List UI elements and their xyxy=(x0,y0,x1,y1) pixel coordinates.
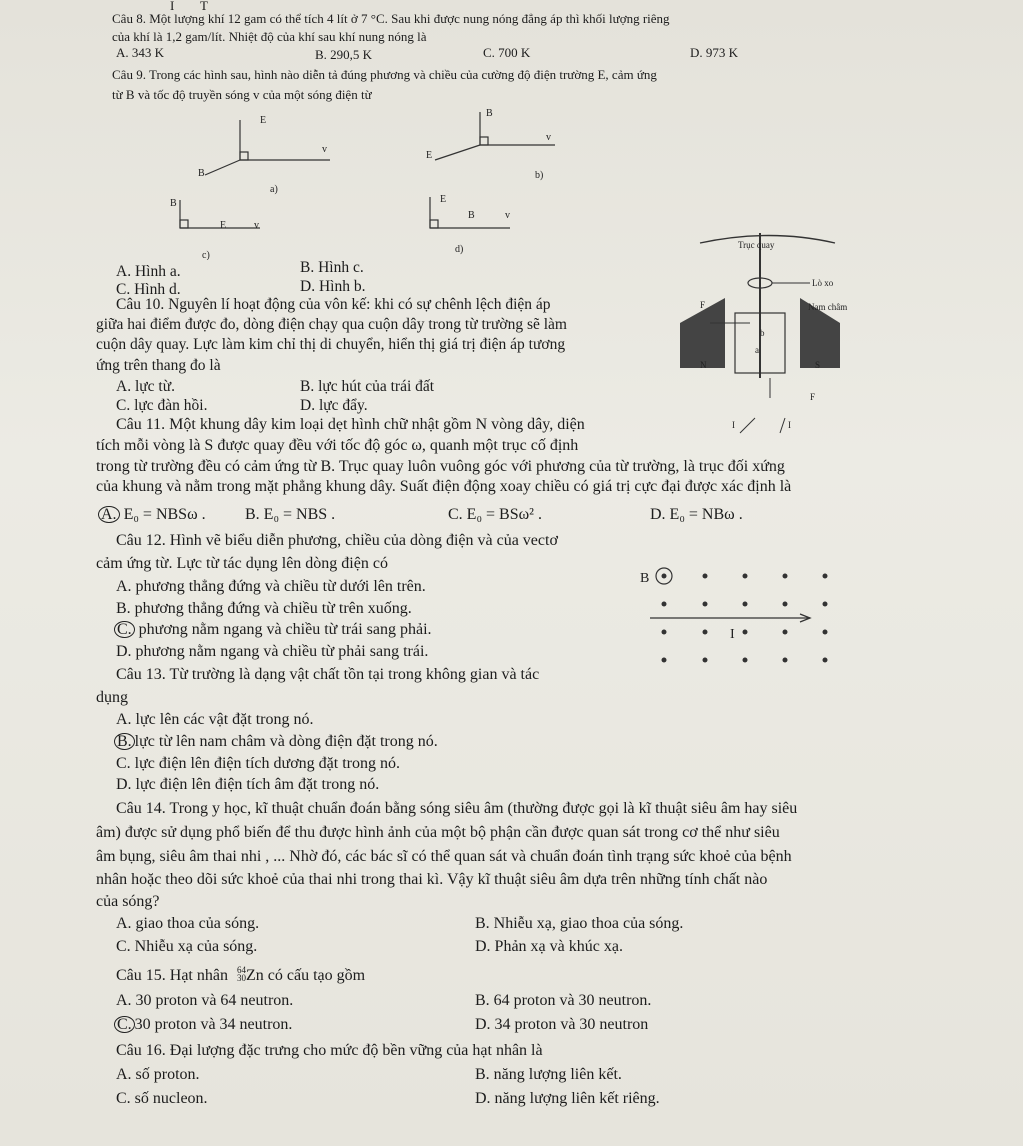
q13-option-d: D. lực điện lên điện tích âm đặt trong nó. xyxy=(116,776,380,793)
q11-option-b: B. E₀ = NBS . xyxy=(245,506,336,523)
q16-option-b: B. năng lượng liên kết. xyxy=(475,1066,622,1083)
q9-fig-c-E-label: E xyxy=(220,220,227,231)
q16-option-a: A. số proton. xyxy=(116,1066,200,1083)
q13-option-c: C. lực điện lên điện tích dương đặt trong nó. xyxy=(116,755,400,772)
q15-option-d: D. 34 proton và 30 neutron xyxy=(475,1016,649,1033)
q15-stem xyxy=(116,965,365,985)
q15-atomic-number: 30 xyxy=(236,973,246,983)
q9-fig-c-B-label: B xyxy=(170,198,177,209)
q9-stem-line2: từ B và tốc độ truyền sóng v của một sóng điện từ xyxy=(112,87,372,102)
header-mark-2: T xyxy=(200,0,208,13)
q15-mass-number: 64 xyxy=(236,965,246,975)
q10-fig-S-label: S xyxy=(815,360,821,370)
q10-fig-magnet-label: Nam châm xyxy=(808,302,848,312)
q16-option-d: D. năng lượng liên kết riêng. xyxy=(475,1090,660,1107)
q12-option-d: D. phương nằm ngang và chiều từ phải sang trái. xyxy=(116,643,429,660)
q8-option-c: C. 700 K xyxy=(483,45,531,60)
q15-stem-suffix: có cấu tạo gồm xyxy=(267,967,366,984)
q9-option-a: A. Hình a. xyxy=(116,263,181,280)
q14-option-c: C. Nhiễu xạ của sóng. xyxy=(116,938,258,955)
q12-stem-line1: Câu 12. Hình vẽ biểu diễn phương, chiều của dòng điện và của vectơ xyxy=(116,532,558,549)
q10-fig-I1-label: I xyxy=(732,420,735,430)
q15-stem-prefix: Câu 15. Hạt nhân xyxy=(116,967,228,984)
q14-stem-line3: âm bụng, siêu âm thai nhi , ... Nhờ đó, các bác sĩ có thể quan sát và chuẩn đoán tình trạng sức khoẻ của bệnh xyxy=(96,848,792,865)
q15-option-a: A. 30 proton và 64 neutron. xyxy=(116,992,294,1009)
q14-stem-line2: âm) được sử dụng phổ biến để thu được hình ảnh của một bộ phận cần được quan sát trong cơ thể như siêu xyxy=(96,824,780,841)
q9-fig-c-v-label: v xyxy=(254,220,259,231)
q10-fig-I2-label: I xyxy=(788,420,791,430)
q8-stem-line1: Câu 8. Một lượng khí 12 gam có thể tích 4 lít ở 7 °C. Sau khi được nung nóng đẳng áp thì khối lượng riêng xyxy=(112,11,670,26)
q10-stem-line4: ứng trên thang đo là xyxy=(96,357,221,374)
q10-option-b: B. lực hút của trái đất xyxy=(300,378,435,395)
q14-option-a: A. giao thoa của sóng. xyxy=(116,915,260,932)
q11-option-a xyxy=(98,506,206,524)
q13-option-a: A. lực lên các vật đặt trong nó. xyxy=(116,711,314,728)
q8-option-a: A. 343 K xyxy=(116,45,165,60)
q9-fig-b-caption: b) xyxy=(535,170,544,181)
q9-fig-c-caption: c) xyxy=(202,250,210,260)
q11-option-c: C. E₀ = BSω² . xyxy=(448,506,542,523)
q9-fig-a-E-label: E xyxy=(260,115,267,126)
q9-fig-d-E-label: E xyxy=(440,194,447,205)
q15-option-c xyxy=(114,1016,292,1034)
q15-option-c-text: 30 proton và 34 neutron. xyxy=(134,1016,293,1033)
q15-element-symbol: Zn xyxy=(245,967,264,984)
q9-fig-a-caption: a) xyxy=(270,184,278,195)
q11-stem-line4: của khung và nằm trong mặt phẳng khung dây. Suất điện động xoay chiều có giá trị cực đại được xác định là xyxy=(96,478,792,495)
q9-option-b: B. Hình c. xyxy=(300,259,364,276)
q16-stem: Câu 16. Đại lượng đặc trưng cho mức độ bền vững của hạt nhân là xyxy=(116,1042,543,1059)
q12-fig-I-label: I xyxy=(730,627,735,642)
header-mark-1: I xyxy=(170,0,175,13)
q12-field-diagram xyxy=(640,560,840,675)
q8-option-d: D. 973 K xyxy=(690,45,739,60)
q9-fig-a-v-label: v xyxy=(322,144,327,155)
q9-fig-d-caption: d) xyxy=(455,244,464,255)
q12-option-a: A. phương thẳng đứng và chiều từ dưới lên trên. xyxy=(116,578,426,595)
q12-fig-B-label: B xyxy=(640,571,650,586)
q15-option-b: B. 64 proton và 30 neutron. xyxy=(475,992,652,1009)
q9-fig-b-v-label: v xyxy=(546,132,551,143)
q11-option-d: D. E₀ = NBω . xyxy=(650,506,743,523)
q10-voltmeter-diagram xyxy=(660,228,860,438)
q10-stem-line1: Câu 10. Nguyên lí hoạt động của vôn kế: khi có sự chênh lệch điện áp xyxy=(116,296,551,313)
q9-fig-d-v-label: v xyxy=(505,210,510,221)
q12-stem-line2: cảm ứng từ. Lực từ tác dụng lên dòng điện có xyxy=(96,555,388,572)
q12-option-c xyxy=(114,621,432,639)
q13-circled-mark: B. xyxy=(114,733,135,750)
q14-stem-line4: nhân hoặc theo dõi sức khoẻ của thai nhi trong thai kì. Vậy kĩ thuật siêu âm dựa trên những tính chất nào xyxy=(96,871,768,888)
q13-stem-line1: Câu 13. Từ trường là dạng vật chất tồn tại trong không gian và tác xyxy=(116,666,540,683)
q12-option-c-text: phương nằm ngang và chiều từ trái sang phải. xyxy=(138,621,432,638)
q11-stem-line3: trong từ trường đều có cảm ứng từ B. Trục quay luôn vuông góc với phương của từ trường, là trục đối xứng xyxy=(96,458,785,475)
q14-stem-line1: Câu 14. Trong y học, kĩ thuật chuẩn đoán bằng sóng siêu âm (thường được gọi là kĩ thuật siêu âm hay siêu xyxy=(116,800,798,817)
q9-wave-figures xyxy=(150,100,570,260)
q14-option-d: D. Phản xạ và khúc xạ. xyxy=(475,938,623,955)
q15-nuclide-indices xyxy=(232,965,246,983)
q10-option-d: D. lực đẩy. xyxy=(300,397,368,414)
q9-fig-b-E-label: E xyxy=(426,150,433,161)
q10-fig-F1-label: F xyxy=(700,300,706,310)
q12-option-b: B. phương thẳng đứng và chiều từ trên xuống. xyxy=(116,600,412,617)
q13-stem-line2: dụng xyxy=(96,689,128,706)
q14-stem-line5: của sóng? xyxy=(96,893,160,910)
q16-option-c: C. số nucleon. xyxy=(116,1090,208,1107)
q9-option-c: C. Hình d. xyxy=(116,281,181,298)
q10-option-c: C. lực đàn hồi. xyxy=(116,397,208,414)
q10-stem-line2: giữa hai điểm được đo, dòng điện chạy qua cuộn dây trong từ trường sẽ làm xyxy=(96,316,567,333)
q9-stem-line1: Câu 9. Trong các hình sau, hình nào diễn tả đúng phương và chiều của cường độ điện trường E, cảm ứng xyxy=(112,67,657,82)
q13-option-b-text: lực từ lên nam châm và dòng điện đặt trong nó. xyxy=(134,733,438,750)
q8-stem-line2: của khí là 1,2 gam/lít. Nhiệt độ của khí sau khí nung nóng là xyxy=(112,29,427,44)
q15-circled-mark: C. xyxy=(114,1016,135,1033)
q10-fig-spring-label: Lò xo xyxy=(812,278,834,288)
q11-circled-mark: A. xyxy=(98,506,120,523)
q11-stem-line1: Câu 11. Một khung dây kim loại dẹt hình chữ nhật gồm N vòng dây, diện xyxy=(116,416,585,433)
q11-option-a-text: E₀ = NBSω . xyxy=(123,506,206,523)
q11-stem-line2: tích mỗi vòng là S được quay đều với tốc độ góc ω, quanh một trục cố định xyxy=(96,437,579,454)
q9-fig-a-B-label: B xyxy=(198,168,205,179)
q10-fig-F2-label: F xyxy=(810,392,816,402)
q13-option-b xyxy=(114,733,438,751)
q10-stem-line3: cuộn dây quay. Lực làm kim chỉ thị di chuyển, hiển thị giá trị điện áp tương xyxy=(96,336,566,353)
q12-circled-mark: C. xyxy=(114,621,135,638)
q8-option-b: B. 290,5 K xyxy=(315,47,373,62)
q10-fig-axis-label: Trục quay xyxy=(738,240,775,250)
q10-fig-b-label: b xyxy=(760,328,765,338)
q10-fig-a-label: a xyxy=(755,345,759,355)
q9-fig-d-B-label: B xyxy=(468,210,475,221)
q14-option-b: B. Nhiễu xạ, giao thoa của sóng. xyxy=(475,915,684,932)
q10-option-a: A. lực từ. xyxy=(116,378,175,395)
q9-fig-b-B-label: B xyxy=(486,108,493,119)
q10-fig-N-label: N xyxy=(700,360,707,370)
q9-option-d: D. Hình b. xyxy=(300,278,366,295)
